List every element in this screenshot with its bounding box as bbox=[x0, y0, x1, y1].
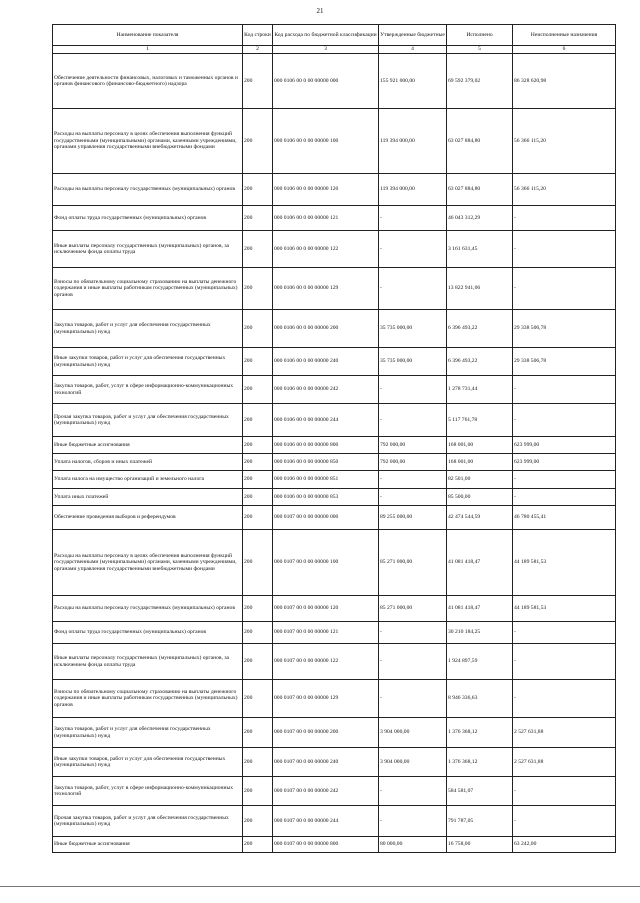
row-executed: 3 161 631,45 bbox=[447, 231, 513, 268]
row-name: Фонд оплаты труда государственных (муниципальных) органов bbox=[53, 206, 243, 231]
row-approved: - bbox=[379, 680, 447, 718]
table-row bbox=[53, 489, 616, 506]
header-executed: Исполнено bbox=[447, 25, 513, 46]
row-executed: 16 758,00 bbox=[447, 837, 513, 853]
row-unexecuted: - bbox=[513, 489, 616, 506]
row-name: Иные закупки товаров, работ и услуг для обеспечения государственных (муниципальных) нужд bbox=[53, 748, 243, 777]
row-executed: 168 001,00 bbox=[447, 454, 513, 471]
row-line-code: 200 bbox=[243, 454, 273, 471]
table-row bbox=[53, 454, 616, 471]
header-line-code: Код строки bbox=[243, 25, 273, 46]
table-row bbox=[53, 54, 616, 109]
row-budget-code: 000 0106 00 0 00 00000 122 bbox=[273, 231, 379, 268]
row-budget-code: 000 0107 00 0 00 00000 244 bbox=[273, 806, 379, 837]
row-budget-code: 000 0107 00 0 00 00000 100 bbox=[273, 530, 379, 596]
table-row bbox=[53, 109, 616, 174]
row-approved: 119 394 000,00 bbox=[379, 109, 447, 174]
row-executed: 63 027 884,80 bbox=[447, 109, 513, 174]
row-approved: 3 904 000,00 bbox=[379, 718, 447, 748]
row-line-code: 200 bbox=[243, 231, 273, 268]
row-approved: - bbox=[379, 376, 447, 404]
row-budget-code: 000 0106 00 0 00 00000 853 bbox=[273, 489, 379, 506]
row-budget-code: 000 0106 00 0 00 00000 120 bbox=[273, 174, 379, 206]
table-row bbox=[53, 348, 616, 376]
table-row bbox=[53, 748, 616, 777]
row-line-code: 200 bbox=[243, 109, 273, 174]
row-budget-code: 000 0107 00 0 00 00000 120 bbox=[273, 596, 379, 622]
row-approved: 3 904 000,00 bbox=[379, 748, 447, 777]
table-row bbox=[53, 777, 616, 806]
row-unexecuted: - bbox=[513, 206, 616, 231]
row-name: Иные закупки товаров, работ и услуг для обеспечения государственных (муниципальных) нужд bbox=[53, 348, 243, 376]
row-executed: 584 581,07 bbox=[447, 777, 513, 806]
row-approved: - bbox=[379, 806, 447, 837]
row-unexecuted: 44 189 581,53 bbox=[513, 596, 616, 622]
row-budget-code: 000 0106 00 0 00 00000 850 bbox=[273, 454, 379, 471]
row-budget-code: 000 0107 00 0 00 00000 129 bbox=[273, 680, 379, 718]
table-header-row bbox=[53, 25, 616, 46]
row-unexecuted: - bbox=[513, 376, 616, 404]
page-bottom-divider bbox=[0, 886, 640, 887]
row-name: Обеспечение деятельности финансовых, налоговых и таможенных органов и органов финансового (финансово-бюджетного) надзора bbox=[53, 54, 243, 109]
row-name: Прочая закупка товаров, работ и услуг для обеспечения государственных (муниципальных) нужд bbox=[53, 806, 243, 837]
row-executed: 791 787,05 bbox=[447, 806, 513, 837]
row-budget-code: 000 0106 00 0 00 00000 000 bbox=[273, 54, 379, 109]
table-row bbox=[53, 231, 616, 268]
row-budget-code: 000 0106 00 0 00 00000 200 bbox=[273, 310, 379, 348]
row-unexecuted: - bbox=[513, 268, 616, 310]
row-line-code: 200 bbox=[243, 489, 273, 506]
row-name: Прочая закупка товаров, работ и услуг для обеспечения государственных (муниципальных) нужд bbox=[53, 404, 243, 437]
row-line-code: 200 bbox=[243, 530, 273, 596]
row-unexecuted: 29 338 506,78 bbox=[513, 310, 616, 348]
row-name: Уплата налогов, сборов и иных платежей bbox=[53, 454, 243, 471]
row-unexecuted: - bbox=[513, 622, 616, 644]
row-name: Закупка товаров, работ, услуг в сфере информационно-коммуникационных технологий bbox=[53, 376, 243, 404]
row-name: Уплата налога на имущество организаций и земельного налога bbox=[53, 471, 243, 489]
row-unexecuted: 86 328 620,98 bbox=[513, 54, 616, 109]
row-line-code: 200 bbox=[243, 748, 273, 777]
table-row bbox=[53, 806, 616, 837]
table-row bbox=[53, 437, 616, 454]
row-approved: 35 735 000,00 bbox=[379, 348, 447, 376]
row-line-code: 200 bbox=[243, 471, 273, 489]
row-budget-code: 000 0107 00 0 00 00000 000 bbox=[273, 506, 379, 530]
row-line-code: 200 bbox=[243, 622, 273, 644]
row-line-code: 200 bbox=[243, 310, 273, 348]
row-unexecuted: - bbox=[513, 471, 616, 489]
row-executed: 69 592 379,02 bbox=[447, 54, 513, 109]
row-unexecuted: - bbox=[513, 777, 616, 806]
column-number: 3 bbox=[273, 46, 379, 54]
row-line-code: 200 bbox=[243, 596, 273, 622]
row-approved: - bbox=[379, 231, 447, 268]
row-name: Расходы на выплаты персоналу государственных (муниципальных) органов bbox=[53, 596, 243, 622]
row-approved: 35 735 000,00 bbox=[379, 310, 447, 348]
row-approved: 119 394 000,00 bbox=[379, 174, 447, 206]
row-approved: - bbox=[379, 489, 447, 506]
row-name: Иные бюджетные ассигнования bbox=[53, 837, 243, 853]
row-budget-code: 000 0106 00 0 00 00000 121 bbox=[273, 206, 379, 231]
row-line-code: 200 bbox=[243, 348, 273, 376]
row-name: Взносы по обязательному социальному страхованию на выплаты денежного содержания и иные выплаты работникам государственных (муниципальных) органов bbox=[53, 680, 243, 718]
row-unexecuted: - bbox=[513, 404, 616, 437]
row-executed: 1 278 731,44 bbox=[447, 376, 513, 404]
row-executed: 168 001,00 bbox=[447, 437, 513, 454]
row-name: Закупка товаров, работ и услуг для обеспечения государственных (муниципальных) нужд bbox=[53, 310, 243, 348]
row-unexecuted: 46 780 455,41 bbox=[513, 506, 616, 530]
row-budget-code: 000 0107 00 0 00 00000 242 bbox=[273, 777, 379, 806]
row-unexecuted: 56 366 115,20 bbox=[513, 109, 616, 174]
table-row bbox=[53, 680, 616, 718]
column-number: 2 bbox=[243, 46, 273, 54]
table-row bbox=[53, 268, 616, 310]
row-budget-code: 000 0106 00 0 00 00000 129 bbox=[273, 268, 379, 310]
row-name: Закупка товаров, работ, услуг в сфере информационно-коммуникационных технологий bbox=[53, 777, 243, 806]
header-budget-code: Код расхода по бюджетной классификации bbox=[273, 25, 379, 46]
row-executed: 13 822 941,06 bbox=[447, 268, 513, 310]
header-unexecuted: Неисполненные назначения bbox=[513, 25, 616, 46]
row-approved: - bbox=[379, 404, 447, 437]
column-number: 5 bbox=[447, 46, 513, 54]
row-name: Расходы на выплаты персоналу государственных (муниципальных) органов bbox=[53, 174, 243, 206]
row-unexecuted: 63 242,00 bbox=[513, 837, 616, 853]
table-row bbox=[53, 718, 616, 748]
table-row bbox=[53, 622, 616, 644]
row-budget-code: 000 0106 00 0 00 00000 240 bbox=[273, 348, 379, 376]
row-approved: 85 271 000,00 bbox=[379, 596, 447, 622]
row-name: Иные бюджетные ассигнования bbox=[53, 437, 243, 454]
row-approved: - bbox=[379, 644, 447, 680]
row-budget-code: 000 0106 00 0 00 00000 851 bbox=[273, 471, 379, 489]
row-executed: 6 396 493,22 bbox=[447, 310, 513, 348]
row-line-code: 200 bbox=[243, 174, 273, 206]
row-line-code: 200 bbox=[243, 376, 273, 404]
table-row bbox=[53, 376, 616, 404]
row-name: Закупка товаров, работ и услуг для обеспечения государственных (муниципальных) нужд bbox=[53, 718, 243, 748]
page-number: 21 bbox=[316, 7, 324, 15]
row-approved: 792 000,00 bbox=[379, 454, 447, 471]
row-budget-code: 000 0106 00 0 00 00000 100 bbox=[273, 109, 379, 174]
row-executed: 6 396 493,22 bbox=[447, 348, 513, 376]
row-approved: - bbox=[379, 206, 447, 231]
row-name: Взносы по обязательному социальному страхованию на выплаты денежного содержания и иные выплаты работникам государственных (муниципальных) органов bbox=[53, 268, 243, 310]
row-unexecuted: - bbox=[513, 644, 616, 680]
row-unexecuted: 29 338 506,78 bbox=[513, 348, 616, 376]
table-row bbox=[53, 506, 616, 530]
row-unexecuted: 623 999,00 bbox=[513, 437, 616, 454]
table-body bbox=[53, 54, 616, 853]
row-line-code: 200 bbox=[243, 404, 273, 437]
column-number: 1 bbox=[53, 46, 243, 54]
table-row bbox=[53, 310, 616, 348]
row-approved: 89 255 000,00 bbox=[379, 506, 447, 530]
row-budget-code: 000 0106 00 0 00 00000 800 bbox=[273, 437, 379, 454]
row-unexecuted: 56 366 115,20 bbox=[513, 174, 616, 206]
row-line-code: 200 bbox=[243, 206, 273, 231]
row-unexecuted: 2 527 631,88 bbox=[513, 718, 616, 748]
row-approved: 792 000,00 bbox=[379, 437, 447, 454]
row-approved: - bbox=[379, 622, 447, 644]
row-executed: 1 924 897,59 bbox=[447, 644, 513, 680]
table-row bbox=[53, 174, 616, 206]
row-executed: 8 946 336,63 bbox=[447, 680, 513, 718]
column-number-row bbox=[53, 46, 616, 54]
budget-execution-table bbox=[52, 24, 616, 853]
row-line-code: 200 bbox=[243, 268, 273, 310]
table-row bbox=[53, 644, 616, 680]
row-name: Уплата иных платежей bbox=[53, 489, 243, 506]
row-executed: 30 210 184,25 bbox=[447, 622, 513, 644]
row-line-code: 200 bbox=[243, 806, 273, 837]
row-line-code: 200 bbox=[243, 54, 273, 109]
row-approved: - bbox=[379, 777, 447, 806]
row-budget-code: 000 0107 00 0 00 00000 121 bbox=[273, 622, 379, 644]
row-budget-code: 000 0107 00 0 00 00000 122 bbox=[273, 644, 379, 680]
row-name: Иные выплаты персоналу государственных (муниципальных) органов, за исключением фонда оплаты труда bbox=[53, 644, 243, 680]
row-approved: 155 921 000,00 bbox=[379, 54, 447, 109]
column-number: 6 bbox=[513, 46, 616, 54]
row-approved: - bbox=[379, 471, 447, 489]
row-executed: 1 376 368,12 bbox=[447, 748, 513, 777]
row-name: Иные выплаты персоналу государственных (муниципальных) органов, за исключением фонда оплаты труда bbox=[53, 231, 243, 268]
row-budget-code: 000 0107 00 0 00 00000 800 bbox=[273, 837, 379, 853]
table-row bbox=[53, 837, 616, 853]
table-row bbox=[53, 471, 616, 489]
row-name: Расходы на выплаты персоналу в целях обеспечения выполнения функций государственными (муниципальными) органами, казенными учреждениями, органами управления государственными внебюджетными фондами bbox=[53, 109, 243, 174]
row-line-code: 200 bbox=[243, 437, 273, 454]
row-line-code: 200 bbox=[243, 680, 273, 718]
table-row bbox=[53, 530, 616, 596]
row-executed: 5 117 761,78 bbox=[447, 404, 513, 437]
row-unexecuted: - bbox=[513, 680, 616, 718]
row-executed: 1 376 368,12 bbox=[447, 718, 513, 748]
row-executed: 63 027 884,80 bbox=[447, 174, 513, 206]
row-line-code: 200 bbox=[243, 506, 273, 530]
row-executed: 42 474 544,59 bbox=[447, 506, 513, 530]
row-line-code: 200 bbox=[243, 837, 273, 853]
header-approved: Утвержденные бюджетные bbox=[379, 25, 447, 46]
row-executed: 41 081 418,47 bbox=[447, 596, 513, 622]
row-line-code: 200 bbox=[243, 718, 273, 748]
row-budget-code: 000 0106 00 0 00 00000 244 bbox=[273, 404, 379, 437]
row-unexecuted: 623 999,00 bbox=[513, 454, 616, 471]
column-number: 4 bbox=[379, 46, 447, 54]
row-budget-code: 000 0106 00 0 00 00000 242 bbox=[273, 376, 379, 404]
row-executed: 82 501,00 bbox=[447, 471, 513, 489]
row-name: Фонд оплаты труда государственных (муниципальных) органов bbox=[53, 622, 243, 644]
header-name: Наименование показателя bbox=[53, 25, 243, 46]
row-approved: 80 000,00 bbox=[379, 837, 447, 853]
row-line-code: 200 bbox=[243, 777, 273, 806]
row-approved: - bbox=[379, 268, 447, 310]
table-row bbox=[53, 404, 616, 437]
row-name: Расходы на выплаты персоналу в целях обеспечения выполнения функций государственными (муниципальными) органами, казенными учреждениями, органами управления государственными внебюджетными фондами bbox=[53, 530, 243, 596]
row-executed: 41 081 418,47 bbox=[447, 530, 513, 596]
table-row bbox=[53, 596, 616, 622]
row-budget-code: 000 0107 00 0 00 00000 200 bbox=[273, 718, 379, 748]
row-budget-code: 000 0107 00 0 00 00000 240 bbox=[273, 748, 379, 777]
row-executed: 46 043 312,29 bbox=[447, 206, 513, 231]
row-name: Обеспечение проведения выборов и референдумов bbox=[53, 506, 243, 530]
row-unexecuted: - bbox=[513, 231, 616, 268]
row-unexecuted: 2 527 631,88 bbox=[513, 748, 616, 777]
row-unexecuted: - bbox=[513, 806, 616, 837]
row-approved: 85 271 000,00 bbox=[379, 530, 447, 596]
row-line-code: 200 bbox=[243, 644, 273, 680]
row-unexecuted: 44 189 581,53 bbox=[513, 530, 616, 596]
table-row bbox=[53, 206, 616, 231]
row-executed: 85 500,00 bbox=[447, 489, 513, 506]
